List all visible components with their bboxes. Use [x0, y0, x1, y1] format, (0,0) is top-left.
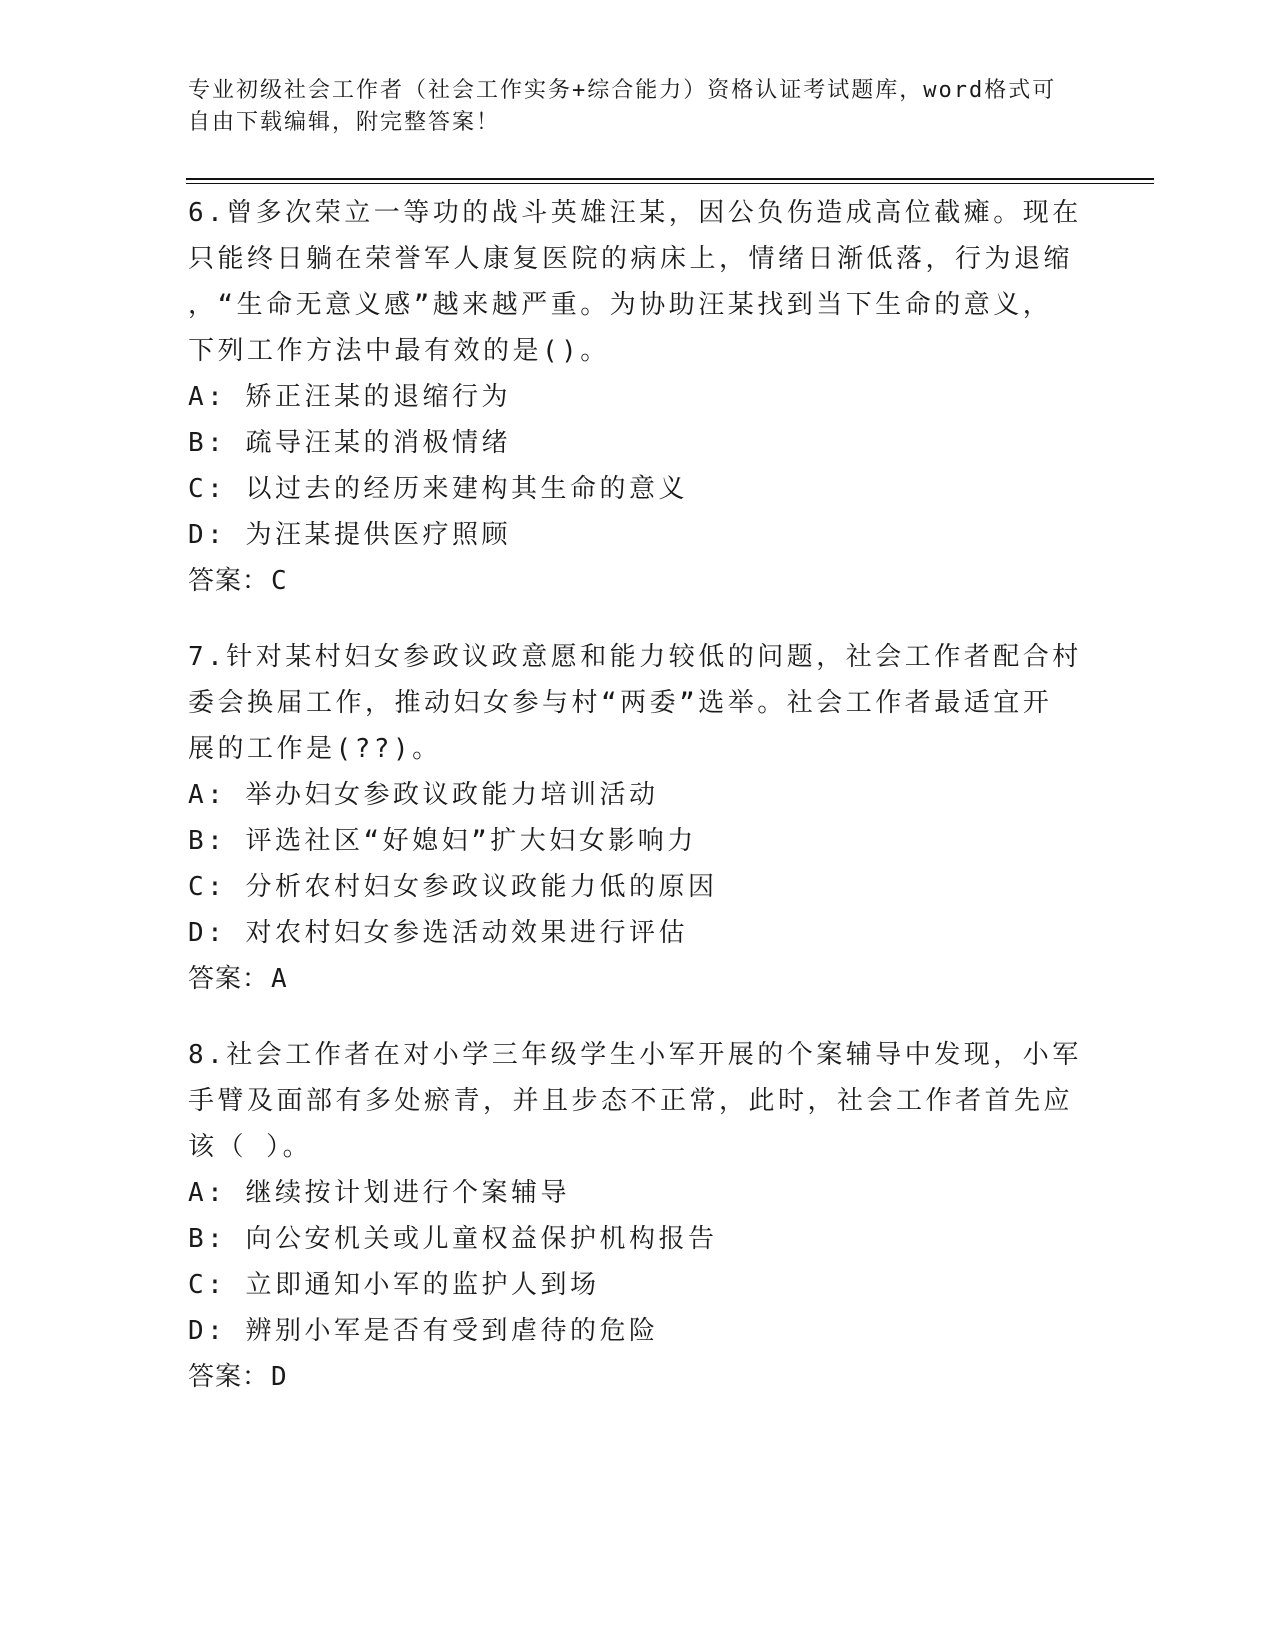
question-stem-line: 只能终日躺在荣誉军人康复医院的病床上，情绪日渐低落，行为退缩	[188, 244, 1074, 274]
header-divider-thick	[186, 178, 1154, 180]
option-d: D: 辨别小军是否有受到虐待的危险	[188, 1316, 659, 1346]
header-line-2: 自由下载编辑，附完整答案！	[188, 110, 501, 135]
option-d: D: 为汪某提供医疗照顾	[188, 520, 511, 550]
question-stem-line: 委会换届工作，推动妇女参与村“两委”选举。社会工作者最适宜开	[188, 688, 1053, 718]
option-a: A: 继续按计划进行个案辅导	[188, 1178, 570, 1208]
question-8	[188, 1032, 1088, 1400]
answer-line	[188, 956, 1088, 1002]
question-list	[188, 190, 1088, 1430]
answer-value: A	[271, 964, 288, 994]
answer-label: 答案：	[188, 964, 270, 994]
question-7	[188, 634, 1088, 1002]
question-stem-line: 手臂及面部有多处瘀青，并且步态不正常，此时，社会工作者首先应	[188, 1086, 1074, 1116]
question-stem-line: 下列工作方法中最有效的是()。	[188, 336, 610, 366]
option-c: C: 分析农村妇女参政议政能力低的原因	[188, 872, 718, 902]
question-stem-line: 8.社会工作者在对小学三年级学生小军开展的个案辅导中发现，小军	[188, 1040, 1082, 1070]
option-c: C: 以过去的经历来建构其生命的意义	[188, 474, 688, 504]
question-stem-line: 展的工作是(??)。	[188, 734, 442, 764]
answer-label: 答案：	[188, 1362, 270, 1392]
question-stem-line: 7.针对某村妇女参政议政意愿和能力较低的问题，社会工作者配合村	[188, 642, 1082, 672]
question-stem-line: 6.曾多次荣立一等功的战斗英雄汪某，因公负伤造成高位截瘫。现在	[188, 198, 1082, 228]
answer-label: 答案：	[188, 566, 270, 596]
option-d: D: 对农村妇女参选活动效果进行评估	[188, 918, 688, 948]
answer-value: C	[271, 566, 288, 596]
option-b: B: 评选社区“好媳妇”扩大妇女影响力	[188, 826, 697, 856]
option-b: B: 向公安机关或儿童权益保护机构报告	[188, 1224, 718, 1254]
option-a: A: 举办妇女参政议政能力培训活动	[188, 780, 659, 810]
option-b: B: 疏导汪某的消极情绪	[188, 428, 511, 458]
question-6	[188, 190, 1088, 604]
answer-line	[188, 1354, 1088, 1400]
question-stem-line: ，“生命无意义感”越来越严重。为协助汪某找到当下生命的意义，	[188, 290, 1053, 320]
answer-value: D	[271, 1362, 288, 1392]
header-line-1: 专业初级社会工作者（社会工作实务+综合能力）资格认证考试题库，word格式可	[188, 78, 1057, 103]
header-divider-thin	[186, 183, 1154, 184]
document-header	[188, 75, 1088, 139]
question-stem-line: 该（ ）。	[188, 1132, 313, 1162]
answer-line	[188, 558, 1088, 604]
option-c: C: 立即通知小军的监护人到场	[188, 1270, 600, 1300]
option-a: A: 矫正汪某的退缩行为	[188, 382, 511, 412]
